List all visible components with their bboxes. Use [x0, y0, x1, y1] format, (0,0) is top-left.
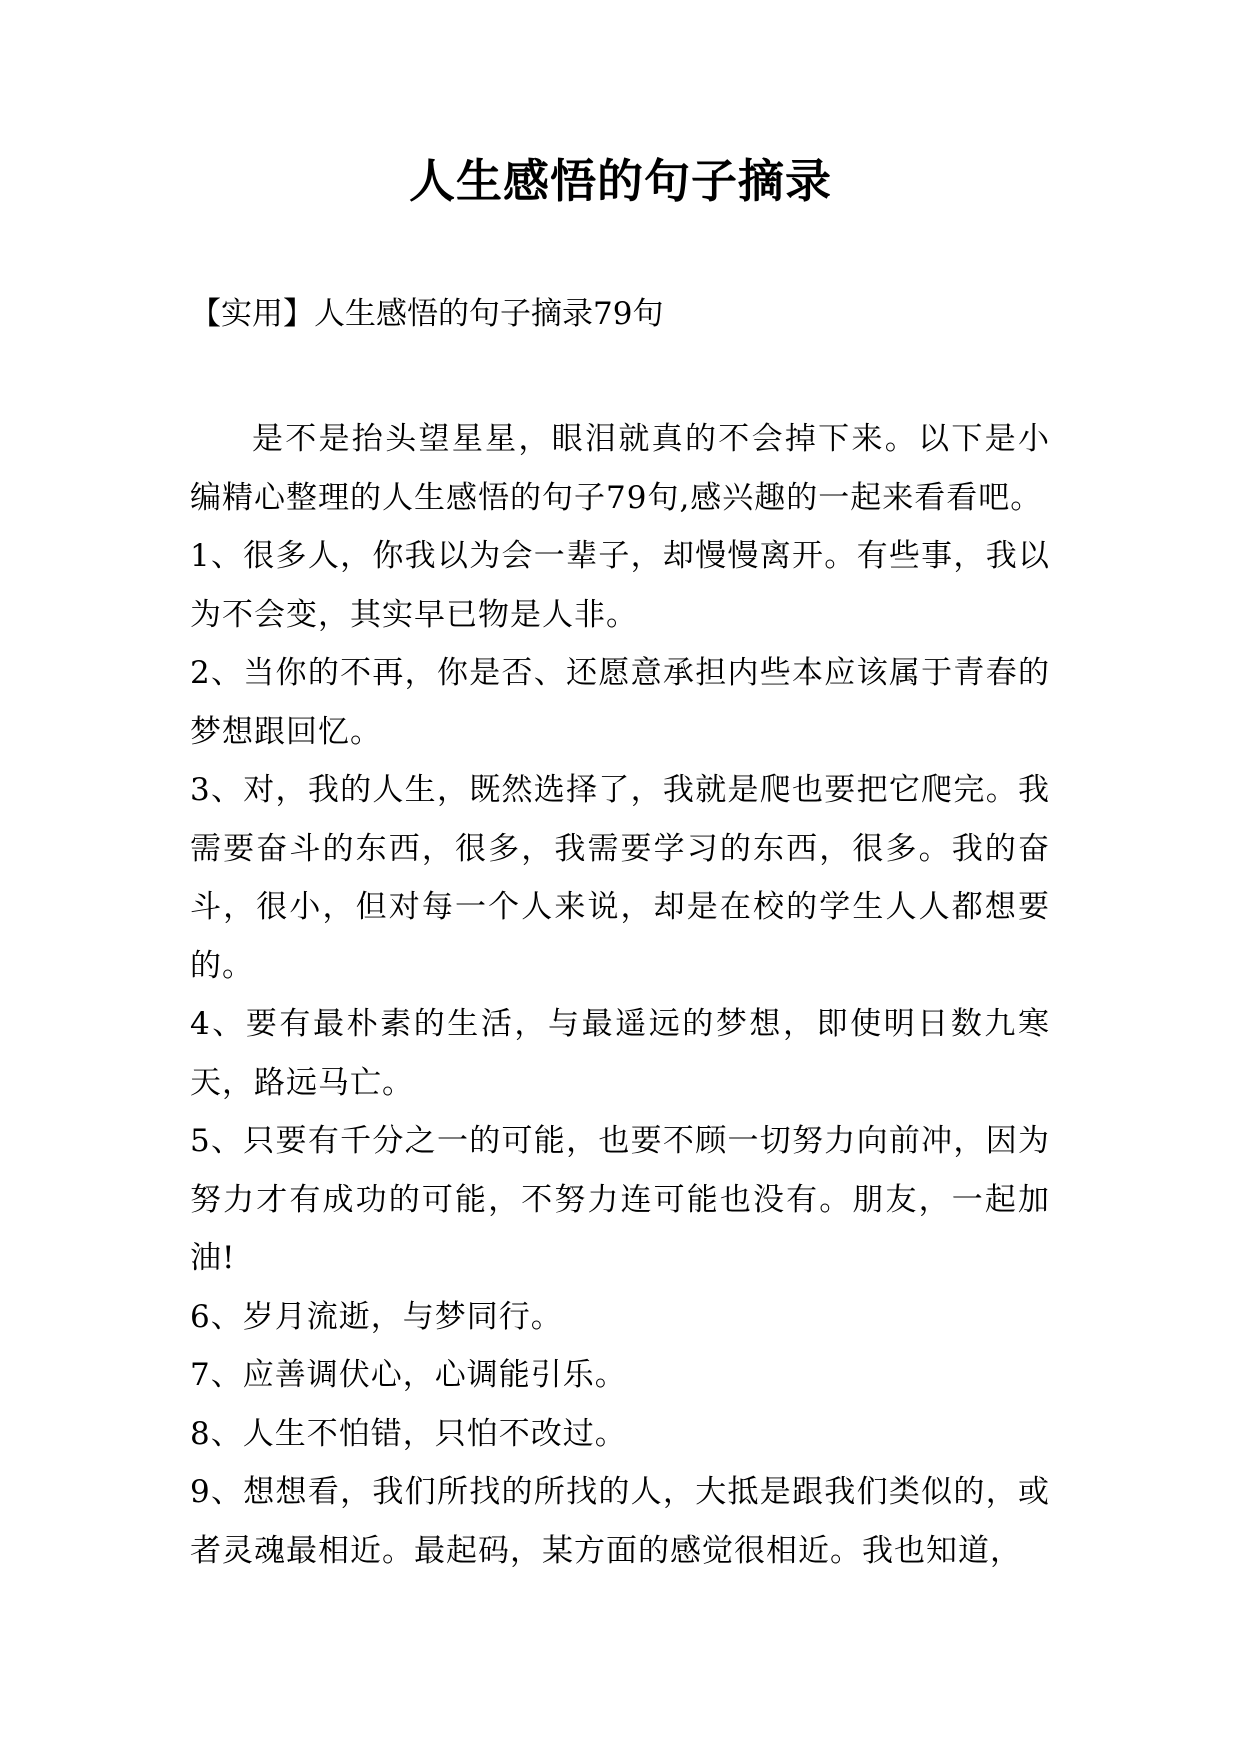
list-item: 3、对，我的人生，既然选择了，我就是爬也要把它爬完。我需要奋斗的东西，很多，我需要学习的东西，很多。我的奋斗，很小，但对每一个人来说，却是在校的学生人人都想要的。 [190, 772, 1050, 984]
list-item: 9、想想看，我们所找的所找的人，大抵是跟我们类似的，或者灵魂最相近。最起码，某方面的感觉很相近。我也知道， [190, 1474, 1050, 1569]
list-item: 2、当你的不再，你是否、还愿意承担内些本应该属于青春的梦想跟回忆。 [190, 655, 1050, 750]
list-item: 8、人生不怕错，只怕不改过。 [190, 1415, 627, 1452]
list-item: 4、要有最朴素的生活，与最遥远的梦想，即使明日数九寒天，路远马亡。 [190, 1006, 1050, 1101]
list-item: 5、只要有千分之一的可能，也要不顾一切努力向前冲，因为努力才有成功的可能，不努力连可能也没有。朋友，一起加油! [190, 1123, 1050, 1276]
list-item: 6、岁月流逝，与梦同行。 [190, 1298, 563, 1335]
document-subtitle: 【实用】人生感悟的句子摘录79句 [190, 296, 664, 332]
list-item: 1、很多人，你我以为会一辈子，却慢慢离开。有些事，我以为不会变，其实早已物是人非。 [190, 538, 1050, 633]
document-body [190, 410, 1050, 1580]
list-item: 7、应善调伏心，心调能引乐。 [190, 1357, 627, 1393]
intro-paragraph: 是不是抬头望星星，眼泪就真的不会掉下来。以下是小编精心整理的人生感悟的句子79句,感兴趣的一起来看看吧。 [190, 421, 1050, 516]
document-title: 人生感悟的句子摘录 [409, 154, 832, 208]
